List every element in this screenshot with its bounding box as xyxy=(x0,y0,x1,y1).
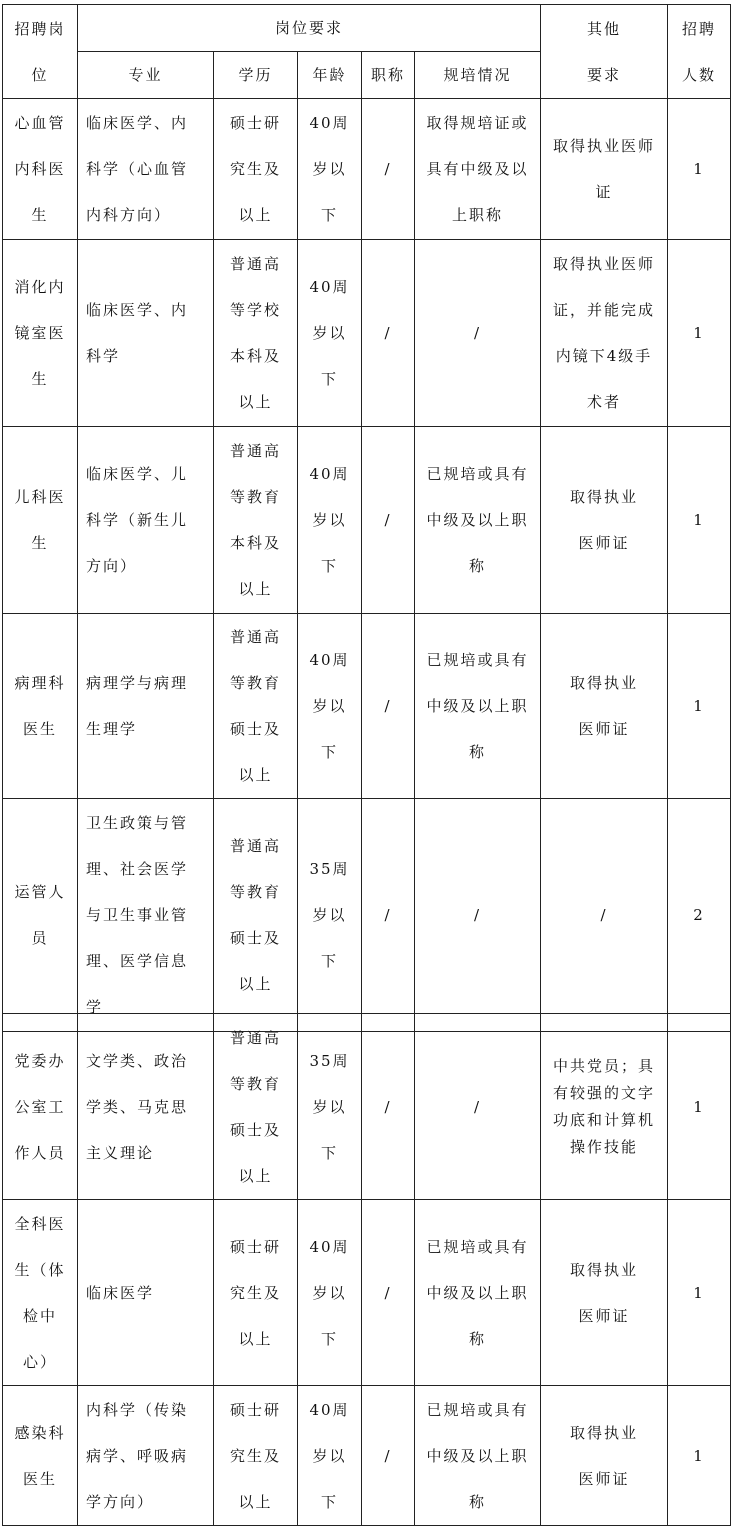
cell-post xyxy=(3,1386,78,1526)
post-text: 儿科医 生 xyxy=(14,488,66,552)
header-post-text: 招聘岗 位 xyxy=(14,19,66,84)
other-text: 取得执业 医师证 xyxy=(569,1260,638,1325)
header-education-text: 学历 xyxy=(238,66,273,84)
cell-education xyxy=(214,1014,298,1200)
age-text: 40周 岁以 下 xyxy=(309,651,350,761)
cell-major xyxy=(78,427,214,614)
title-text: / xyxy=(384,906,392,924)
header-requirements-text: 岗位要求 xyxy=(274,19,343,37)
header-major xyxy=(78,52,214,99)
other-text: 中共党员；具 有较强的文字 功底和计算机 操作技能 xyxy=(552,1056,655,1156)
table-row xyxy=(3,240,731,427)
post-text: 全科医 生（体 检中 心） xyxy=(14,1214,66,1371)
cell-count xyxy=(668,1200,731,1386)
table-row xyxy=(3,99,731,240)
major-text: 病理学与病理 生理学 xyxy=(86,674,189,738)
age-text: 40周 岁以 下 xyxy=(309,1400,350,1511)
other-text: 取得执业医师 证 xyxy=(552,137,655,201)
header-requirements xyxy=(78,5,541,52)
cell-education xyxy=(214,614,298,799)
cell-training xyxy=(415,614,541,799)
cell-other xyxy=(541,799,668,1032)
major-text: 临床医学 xyxy=(86,1283,155,1302)
cell-training xyxy=(415,99,541,240)
cell-education xyxy=(214,1200,298,1386)
cell-training xyxy=(415,1014,541,1200)
other-text: / xyxy=(600,906,608,924)
cell-title xyxy=(362,614,415,799)
header-training xyxy=(415,52,541,99)
cell-training xyxy=(415,427,541,614)
cell-age xyxy=(298,1386,362,1526)
cell-title xyxy=(362,99,415,240)
table-row xyxy=(3,1200,731,1386)
other-text: 取得执业 医师证 xyxy=(569,488,638,552)
cell-post xyxy=(3,614,78,799)
header-title-text: 职称 xyxy=(370,66,405,84)
cell-age xyxy=(298,427,362,614)
education-text: 硕士研 究生及 以上 xyxy=(229,114,281,224)
cell-age xyxy=(298,99,362,240)
other-text: 取得执业 医师证 xyxy=(569,674,638,738)
header-age xyxy=(298,52,362,99)
major-text: 卫生政策与管 理、社会医学 与卫生事业管 理、医学信息 学 xyxy=(86,814,189,1016)
post-text: 运管人 员 xyxy=(14,883,66,947)
header-training-text: 规培情况 xyxy=(443,66,512,84)
cell-major xyxy=(78,799,214,1032)
cell-major xyxy=(78,1014,214,1200)
count-text: 1 xyxy=(693,324,705,342)
cell-title xyxy=(362,1200,415,1386)
training-text: 已规培或具有 中级及以上职 称 xyxy=(426,1400,529,1511)
count-text: 2 xyxy=(693,906,705,924)
cell-education xyxy=(214,1386,298,1526)
count-text: 1 xyxy=(693,160,705,178)
cell-training xyxy=(415,1386,541,1526)
cell-major xyxy=(78,1386,214,1526)
title-text: / xyxy=(384,324,392,342)
cell-title xyxy=(362,1386,415,1526)
age-text: 35周 岁以 下 xyxy=(309,1051,350,1162)
post-text: 病理科 医生 xyxy=(14,674,66,738)
title-text: / xyxy=(384,1446,392,1465)
table-row xyxy=(3,1014,731,1200)
cell-other xyxy=(541,427,668,614)
cell-count xyxy=(668,99,731,240)
cell-count xyxy=(668,1386,731,1526)
cell-count xyxy=(668,799,731,1032)
table-row xyxy=(3,614,731,799)
training-text: 已规培或具有 中级及以上职 称 xyxy=(426,465,529,575)
training-text: 取得规培证或 具有中级及以 上职称 xyxy=(426,114,529,224)
cell-title xyxy=(362,427,415,614)
cell-other xyxy=(541,1386,668,1526)
count-text: 1 xyxy=(693,1283,705,1302)
cell-training xyxy=(415,240,541,427)
cell-other xyxy=(541,1014,668,1200)
recruitment-table xyxy=(2,4,731,1032)
age-text: 35周 岁以 下 xyxy=(309,860,350,970)
table-row xyxy=(3,799,731,1032)
education-text: 普通高 等学校 本科及 以上 xyxy=(229,255,281,411)
title-text: / xyxy=(384,160,392,178)
cell-age xyxy=(298,1014,362,1200)
major-text: 文学类、政治 学类、马克思 主义理论 xyxy=(86,1051,189,1162)
header-age-text: 年龄 xyxy=(312,66,347,84)
post-text: 消化内 镜室医 生 xyxy=(14,278,66,388)
major-text: 临床医学、内 科学 xyxy=(86,301,189,365)
cell-title xyxy=(362,240,415,427)
cell-age xyxy=(298,799,362,1032)
education-text: 普通高 等教育 硕士及 以上 xyxy=(229,837,281,993)
training-text: 已规培或具有 中级及以上职 称 xyxy=(426,1237,529,1348)
table-row xyxy=(3,1386,731,1526)
cell-education xyxy=(214,240,298,427)
cell-post xyxy=(3,99,78,240)
count-text: 1 xyxy=(693,1097,705,1116)
header-count xyxy=(668,5,731,99)
cell-education xyxy=(214,99,298,240)
cell-major xyxy=(78,99,214,240)
training-text: / xyxy=(473,906,482,924)
age-text: 40周 岁以 下 xyxy=(309,465,350,575)
count-text: 1 xyxy=(693,511,705,529)
cell-title xyxy=(362,1014,415,1200)
post-text: 感染科 医生 xyxy=(14,1423,66,1488)
other-text: 取得执业 医师证 xyxy=(569,1423,638,1488)
cell-post xyxy=(3,240,78,427)
cell-other xyxy=(541,99,668,240)
cell-training xyxy=(415,1200,541,1386)
title-text: / xyxy=(384,1097,392,1116)
cell-count xyxy=(668,614,731,799)
cell-count xyxy=(668,427,731,614)
cell-count xyxy=(668,1014,731,1200)
major-text: 内科学（传染 病学、呼吸病 学方向） xyxy=(86,1400,189,1511)
header-other-text: 其他 要求 xyxy=(586,19,621,84)
cell-other xyxy=(541,240,668,427)
cell-age xyxy=(298,614,362,799)
age-text: 40周 岁以 下 xyxy=(309,278,350,388)
education-text: 普通高 等教育 本科及 以上 xyxy=(229,442,281,598)
cell-post xyxy=(3,1014,78,1200)
cell-education xyxy=(214,427,298,614)
education-text: 普通高 等教育 硕士及 以上 xyxy=(229,1028,281,1185)
header-title xyxy=(362,52,415,99)
post-text: 心血管 内科医 生 xyxy=(14,114,66,224)
education-text: 硕士研 究生及 以上 xyxy=(229,1237,281,1348)
post-text: 党委办 公室工 作人员 xyxy=(14,1051,66,1162)
cell-major xyxy=(78,1200,214,1386)
header-major-text: 专业 xyxy=(128,66,163,84)
cell-education xyxy=(214,799,298,1032)
recruitment-table-continued xyxy=(2,1013,731,1526)
cell-age xyxy=(298,240,362,427)
header-education xyxy=(214,52,298,99)
title-text: / xyxy=(384,697,392,715)
training-text: / xyxy=(473,324,482,342)
training-text: / xyxy=(473,1097,482,1116)
cell-major xyxy=(78,240,214,427)
cell-major xyxy=(78,614,214,799)
cell-post xyxy=(3,1200,78,1386)
cell-title xyxy=(362,799,415,1032)
header-count-text: 招聘 人数 xyxy=(681,19,716,84)
other-text: 取得执业医师 证，并能完成 内镜下4级手 术者 xyxy=(552,255,655,411)
title-text: / xyxy=(384,511,392,529)
cell-post xyxy=(3,799,78,1032)
major-text: 临床医学、儿 科学（新生儿 方向） xyxy=(86,465,189,575)
header-other xyxy=(541,5,668,99)
training-text: 已规培或具有 中级及以上职 称 xyxy=(426,651,529,761)
cell-other xyxy=(541,614,668,799)
cell-count xyxy=(668,240,731,427)
education-text: 普通高 等教育 硕士及 以上 xyxy=(229,628,281,784)
age-text: 40周 岁以 下 xyxy=(309,1237,350,1348)
header-post xyxy=(3,5,78,99)
major-text: 临床医学、内 科学（心血管 内科方向） xyxy=(86,114,189,224)
table-row xyxy=(3,427,731,614)
cell-other xyxy=(541,1200,668,1386)
title-text: / xyxy=(384,1283,392,1302)
cell-training xyxy=(415,799,541,1032)
age-text: 40周 岁以 下 xyxy=(309,114,350,224)
count-text: 1 xyxy=(693,1446,705,1465)
cell-age xyxy=(298,1200,362,1386)
count-text: 1 xyxy=(693,697,705,715)
education-text: 硕士研 究生及 以上 xyxy=(229,1400,281,1511)
header-row-top xyxy=(3,5,731,52)
cell-post xyxy=(3,427,78,614)
